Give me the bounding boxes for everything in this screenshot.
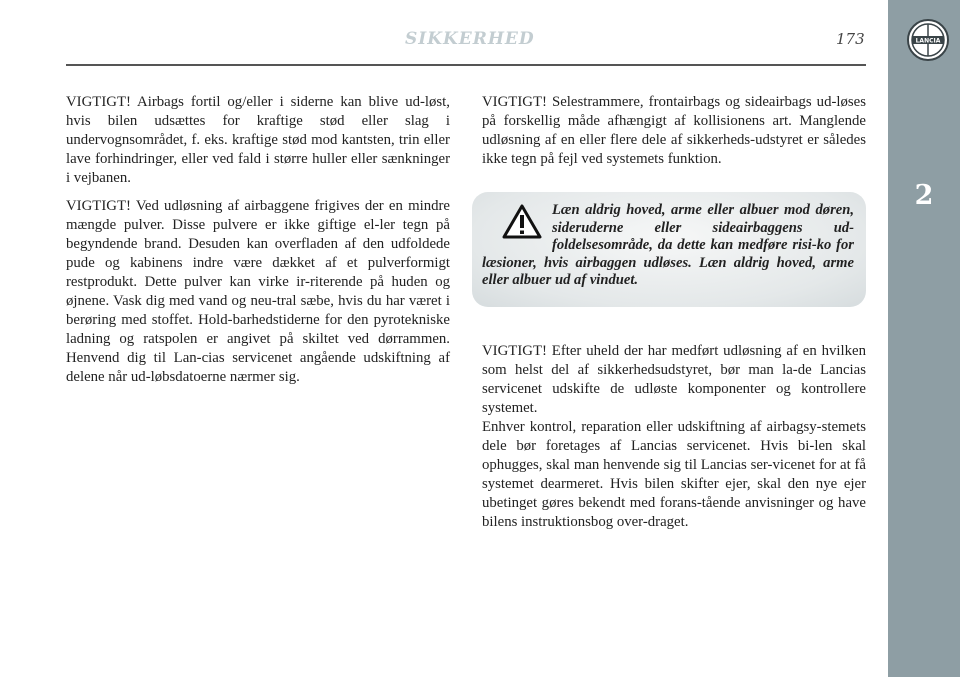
paragraph: VIGTIGT! Ved udløsning af airbaggene frigives der en mindre mængde pulver. Disse pulvere er ikke giftige el-ler tegn på begyndende brand. Desuden kan overfladen af den udfoldede pude og kabinens indre være dækket af et pulverformigt restprodukt. Dette pulver kan virke ir-riterende på huden og øjnene. Vask dig med vand og neu-tral sæbe, hvis du har været i berøring med stoffet. Hold-barhedstiderne for den pyrotekniske ladning og ratspolen er angivet på skiltet ved dørrammen. Henvend dig til Lan-cias servicenet angående udskiftning af delene når ud-løbsdatoerne nærmer sig. [66,198,450,385]
header-divider [66,64,866,66]
paragraph: Enhver kontrol, reparation eller udskiftning af airbagsy-stemets dele bør foretages af Lancias servicenet. Hvis bi-len skal ophugges, skal man henvende sig til Lancias ser-vicenet for at få systemet dearmeret. Hvis bilen skifter ejer, skal den nye ejer ubetinget gøres bekendt med forans-tående anvisninger og have bilens instruktionsbog over-draget. [482,419,866,530]
paragraph: VIGTIGT! Airbags fortil og/eller i siderne kan blive ud-løst, hvis bilen udsættes for kraftige stød eller slag i undervognsområdet, f. eks. kraftige stød mod kantsten, trin eller lave forhindringer, eller ved fald i større huller eller sænkninger i vejbanen. [66,94,450,186]
chapter-sidebar [888,0,960,677]
warning-triangle-icon [502,204,542,240]
section-title: SIKKERHED [405,29,535,49]
lancia-logo-icon [906,18,950,62]
logo-text: LANCIA [915,37,941,45]
chapter-number: 2 [914,180,934,211]
right-column-top [482,93,866,178]
left-column [66,93,450,396]
page-number: 173 [836,30,865,48]
paragraph: VIGTIGT! Efter uheld der har medført udløsning af en hvilken som helst del af sikkerhedsudstyret, bør man la-de Lancias servicenet udskifte de udløste komponenter og kontrollere systemet. [482,343,866,416]
paragraph: VIGTIGT! Selestrammere, frontairbags og sideairbags ud-løses på forskellig måde afhængigt af kollisionens art. Manglende udløsning af en eller flere dele af sikkerheds-udstyret er således ikke tegn på fejl ved systemets funktion. [482,94,866,167]
warning-text: Læn aldrig hoved, arme eller albuer mod døren, sideruderne eller sideairbaggens ud-foldelsesområde, da dette kan medføre risi-ko for læsioner, hvis airbaggen udløses. Læn aldrig hoved, arme eller albuer ud af vinduet. [482,202,854,288]
right-column-bottom [482,342,866,532]
warning-box [472,192,866,307]
